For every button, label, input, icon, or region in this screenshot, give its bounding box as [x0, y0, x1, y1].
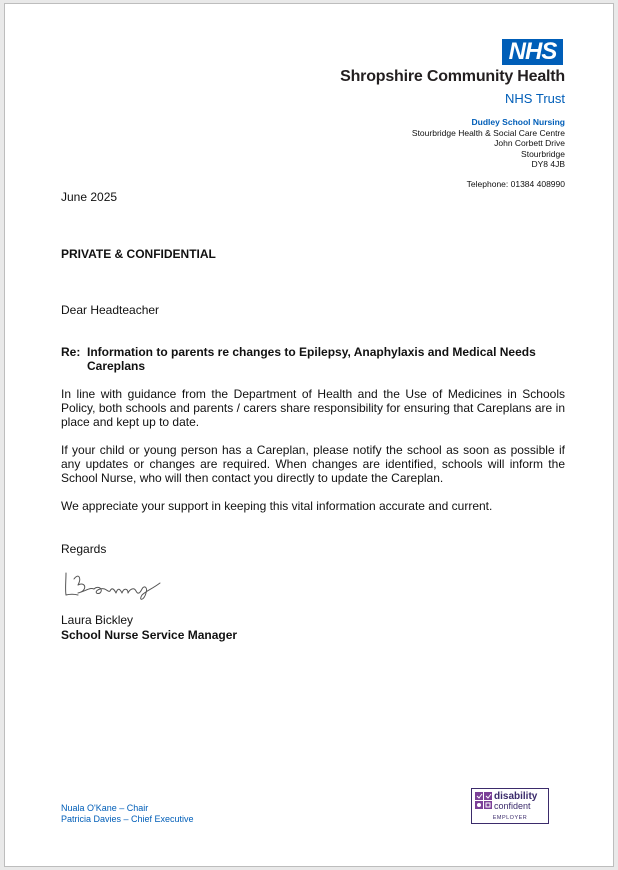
nhs-logo: NHS [502, 39, 563, 65]
footer-officers [61, 803, 194, 825]
signer-title: School Nurse Service Manager [61, 628, 238, 642]
address-line: Stourbridge [521, 148, 565, 159]
badge-line-2: confident [494, 801, 531, 811]
telephone: Telephone: 01384 408990 [466, 179, 565, 189]
subject-text: Information to parents re changes to Epilepsy, Anaphylaxis and Medical Needs Careplans [87, 345, 536, 373]
badge-line-3: EMPLOYER [472, 814, 548, 822]
disability-confident-icon [475, 792, 493, 810]
address-line: John Corbett Drive [494, 138, 565, 148]
disability-confident-badge [471, 788, 549, 824]
subject-label: Re: [61, 345, 81, 359]
organisation-name: Shropshire Community Health [340, 68, 565, 85]
address-line: DY8 4JB [531, 159, 565, 169]
department-name: Dudley School Nursing [471, 117, 565, 127]
signature-image [60, 567, 170, 603]
badge-line-1: disability [494, 791, 538, 802]
closing: Regards [61, 542, 107, 556]
sender-address [412, 117, 565, 170]
paragraph: If your child or young person has a Careplan, please notify the school as soon as possible if any updates or changes are required. When changes are identified, schools will inform the School Nurse, who will then contact you directly to update the Careplan. [61, 443, 565, 485]
footer-line: Nuala O'Kane – Chair [61, 803, 149, 813]
confidential-marking: PRIVATE & CONFIDENTIAL [61, 247, 216, 261]
paragraph: In line with guidance from the Department of Health and the Use of Medicines in Schools Policy, both schools and parents / carers share responsibility for ensuring that Careplans are in place and kept up to date. [61, 387, 565, 429]
signer-name: Laura Bickley [61, 613, 134, 627]
trust-name: NHS Trust [505, 91, 565, 106]
paragraph: We appreciate your support in keeping this vital information accurate and current. [61, 499, 493, 513]
salutation: Dear Headteacher [61, 303, 160, 317]
address-line: Stourbridge Health & Social Care Centre [411, 127, 565, 138]
letter-date: June 2025 [61, 190, 118, 204]
footer-line: Patricia Davies – Chief Executive [61, 814, 194, 824]
